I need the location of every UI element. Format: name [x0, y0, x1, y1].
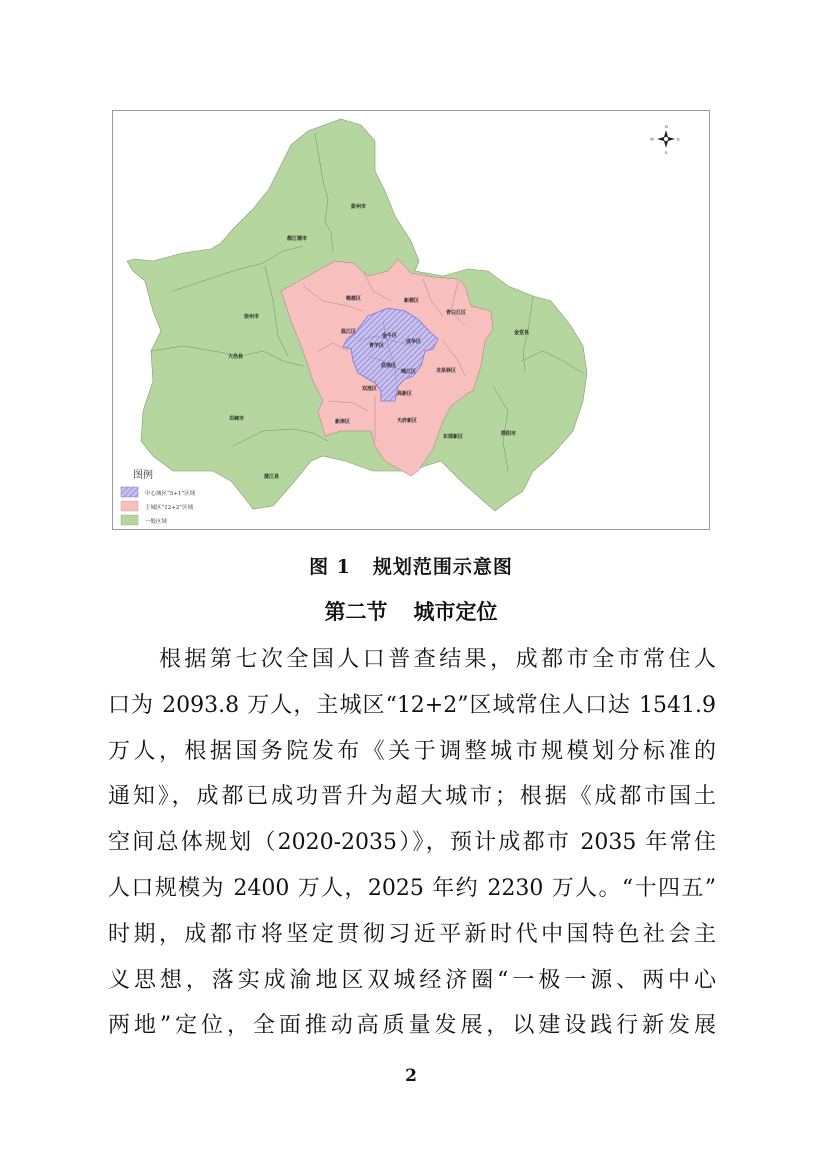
figure-caption — [0, 552, 822, 579]
svg-text:新都区: 新都区 — [404, 298, 420, 304]
svg-text:青白江区: 青白江区 — [446, 310, 467, 316]
paragraph-line: 根据第七次全国人口普查结果，成都市全市常住人 — [108, 647, 716, 672]
svg-text:郫都区: 郫都区 — [346, 296, 362, 302]
paragraph-line: 空间总体规划（2020-2035）》，预计成都市 2035 年常住 — [108, 830, 716, 856]
map-graphic — [113, 111, 710, 530]
paragraph-line: 人口规模为 2400 万人，2025 年约 2230 万人。“十四五” — [108, 875, 716, 901]
figure-number: 图 1 — [309, 556, 351, 578]
svg-text:新津区: 新津区 — [335, 419, 351, 425]
paragraph-line: 两地”定位，全面推动高质量发展，以建设践行新发展 — [108, 1013, 716, 1039]
paragraph-line: 万人，根据国务院发布《关于调整城市规模划分标准的 — [108, 738, 716, 764]
paragraph-line: 义思想，落实成渝地区双城经济圈“一极一源、两中心 — [108, 967, 716, 993]
svg-text:大邑县: 大邑县 — [228, 354, 244, 360]
svg-text:温江区: 温江区 — [341, 329, 357, 335]
svg-text:东部新区: 东部新区 — [443, 434, 464, 440]
svg-text:W: W — [650, 136, 655, 142]
svg-text:龙泉驿区: 龙泉驿区 — [436, 368, 457, 374]
paragraph-line: 口为 2093.8 万人，主城区“12+2”区域常住人口达 1541.9 — [108, 692, 716, 718]
section-number: 第二节 — [324, 600, 388, 624]
svg-text:一般区域: 一般区域 — [145, 519, 168, 525]
legend-item-center — [121, 487, 196, 497]
svg-text:图例: 图例 — [133, 470, 153, 481]
map-legend — [121, 468, 196, 525]
svg-text:金牛区: 金牛区 — [382, 333, 398, 339]
svg-text:武侯区: 武侯区 — [381, 363, 397, 369]
body-paragraph — [108, 637, 716, 1049]
svg-text:天府新区: 天府新区 — [397, 418, 418, 424]
svg-text:中心城区“5+1”区域: 中心城区“5+1”区域 — [145, 491, 196, 497]
planning-scope-map — [112, 110, 710, 530]
svg-text:S: S — [664, 150, 668, 155]
svg-text:成华区: 成华区 — [406, 339, 422, 345]
svg-text:青羊区: 青羊区 — [369, 343, 385, 349]
svg-text:高新区: 高新区 — [397, 391, 413, 397]
page-number: 2 — [405, 1066, 417, 1086]
paragraph-line: 时期，成都市将坚定贯彻习近平新时代中国特色社会主 — [108, 921, 716, 947]
legend-item-general — [121, 515, 168, 525]
svg-text:双流区: 双流区 — [362, 386, 378, 392]
paragraph-line: 通知》，成都已成功晋升为超大城市；根据《成都市国土 — [108, 784, 716, 810]
svg-text:简阳市: 简阳市 — [501, 431, 517, 437]
svg-text:N: N — [664, 124, 669, 129]
svg-text:邛崃市: 邛崃市 — [229, 416, 245, 422]
svg-text:都江堰市: 都江堰市 — [287, 236, 308, 242]
svg-text:金堂县: 金堂县 — [514, 330, 530, 336]
figure-title: 规划范围示意图 — [372, 556, 513, 578]
legend-item-main — [121, 501, 194, 511]
svg-text:蒲江县: 蒲江县 — [264, 474, 280, 480]
svg-text:崇州市: 崇州市 — [244, 314, 260, 320]
svg-text:主城区“12+2”区域: 主城区“12+2”区域 — [145, 505, 194, 511]
section-heading — [0, 596, 822, 626]
svg-text:锦江区: 锦江区 — [401, 369, 417, 375]
svg-text:彭州市: 彭州市 — [351, 204, 367, 210]
section-title: 城市定位 — [413, 600, 498, 624]
svg-text:E: E — [677, 136, 680, 142]
compass-icon — [650, 124, 680, 155]
